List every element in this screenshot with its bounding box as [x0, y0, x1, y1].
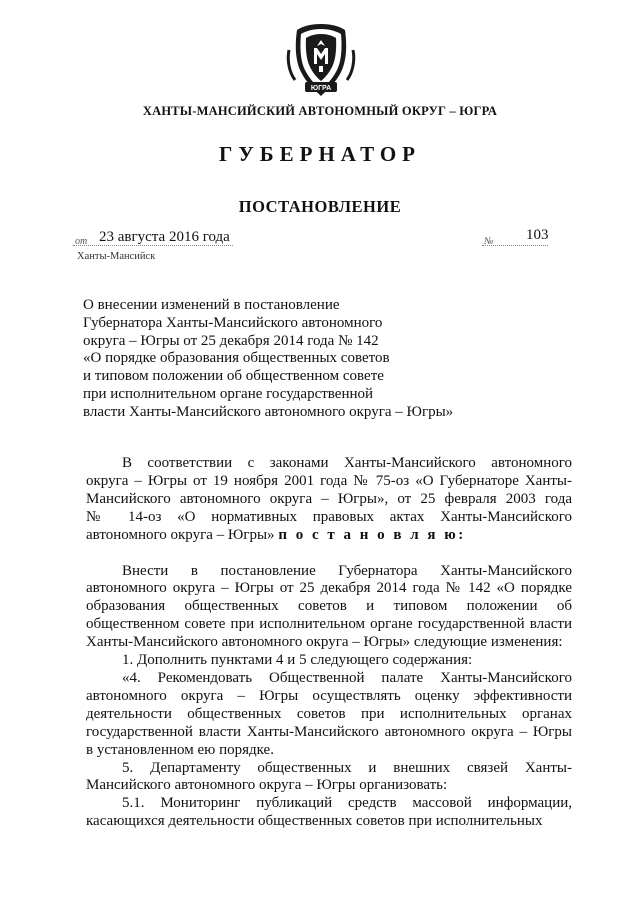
decree-colon: : — [458, 526, 464, 543]
body-paragraph — [86, 795, 572, 831]
decree-word: п о с т а н о в л я ю — [278, 526, 459, 543]
title-line: Губернатора Ханты-Мансийского автономного — [83, 314, 383, 331]
body-line: 5. Департаменту общественных и внешних связей Ханты- — [122, 759, 572, 776]
number-sign: № — [484, 236, 494, 247]
title-line: «О порядке образования общественных советов — [83, 350, 390, 367]
body-paragraphs — [86, 563, 572, 832]
paragraph-gap — [86, 545, 572, 563]
region-name: ХАНТЫ-МАНСИЙСКИЙ АВТОНОМНЫЙ ОКРУГ – ЮГРА — [142, 104, 498, 118]
body-line: образования общественных советов и типовом положении об — [86, 598, 572, 615]
body-line: Ханты-Мансийского автономного округа – Югры» следующие изменения: — [86, 634, 563, 651]
body-line: касающихся деятельности общественных советов при исполнительных — [86, 813, 543, 830]
title-line: власти Ханты-Мансийского автономного округа – Югры» — [83, 403, 454, 420]
title-line: округа – Югры от 25 декабря 2014 года № 142 — [83, 332, 379, 349]
body-line: 5.1. Мониторинг публикаций средств массовой информации, — [122, 795, 572, 812]
number-underline — [482, 245, 548, 246]
body-line: автономного округа – Югры осуществлять оценку эффективности — [86, 687, 572, 704]
body-line: Внести в постановление Губернатора Ханты-Мансийского — [122, 562, 572, 579]
body-line: «4. Рекомендовать Общественной палате Ханты-Мансийского — [122, 669, 572, 686]
title-line: при исполнительном органе государственной — [83, 385, 374, 402]
authority-heading: ГУБЕРНАТОР — [218, 142, 422, 166]
city-name: Ханты-Мансийск — [77, 251, 156, 262]
body-line: автономного округа – Югры от 25 декабря 2014 года № 142 «О порядке — [86, 580, 572, 597]
title-line: О внесении изменений в постановление — [83, 297, 340, 313]
document-date: 23 августа 2016 года — [99, 229, 230, 245]
body-line: общественном совете при исполнительном органе государственной власти — [86, 616, 572, 633]
body-line: деятельности общественных советов при исполнительных органах — [86, 705, 572, 722]
body-paragraph — [86, 652, 572, 670]
preamble-last-line: автономного округа – Югры» — [86, 526, 275, 543]
emblem-text: ЮГРА — [310, 85, 332, 92]
body-line: 1. Дополнить пунктами 4 и 5 следующего содержания: — [122, 652, 473, 669]
body-paragraph — [86, 563, 572, 653]
body-line: государственной власти Ханты-Мансийского автономного округа – Югры — [86, 723, 572, 740]
body-line: в установленном ею порядке. — [86, 741, 274, 758]
date-prefix: от — [75, 236, 88, 247]
body-line — [86, 527, 572, 545]
body-paragraph — [86, 670, 572, 760]
title-line: и типовом положении об общественном совете — [83, 368, 384, 385]
body-line: округа – Югры от 19 ноября 2001 года № 75-оз «О Губернаторе Ханты- — [86, 472, 572, 489]
body-line: Мансийского автономного округа – Югры организовать: — [86, 777, 448, 794]
body-paragraph — [86, 760, 572, 796]
document-type-heading: ПОСТАНОВЛЕНИЕ — [238, 197, 402, 216]
document-body — [86, 455, 572, 831]
coat-of-arms-emblem — [281, 20, 361, 100]
document-number: 103 — [526, 227, 549, 243]
body-line: № 14-оз «О нормативных правовых актах Ханты-Мансийского — [86, 508, 572, 525]
body-line: Мансийского автономного округа – Югры», от 25 февраля 2003 года — [86, 490, 572, 507]
document-title — [83, 297, 483, 422]
preamble-paragraph — [86, 455, 572, 545]
body-line: В соответствии с законами Ханты-Мансийского автономного — [122, 455, 572, 471]
